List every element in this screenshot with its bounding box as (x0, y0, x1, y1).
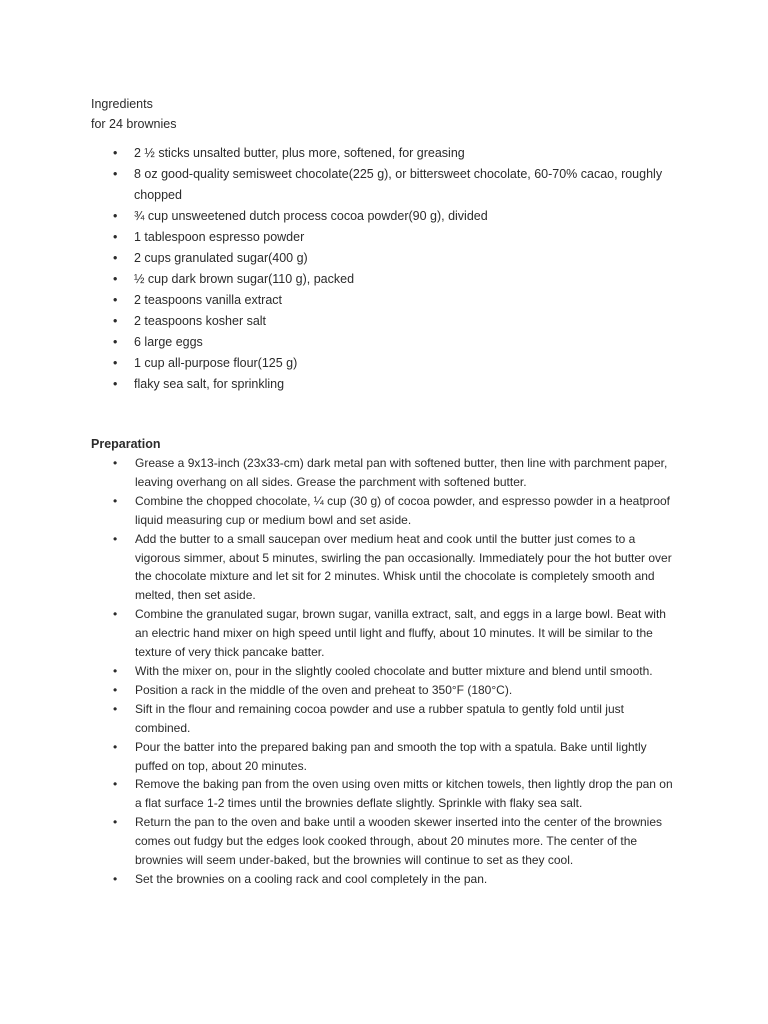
preparation-heading: Preparation (91, 437, 161, 451)
preparation-step: • With the mixer on, pour in the slightly cooled chocolate and butter mixture and blend until smooth. (91, 662, 681, 681)
ingredients-subheading: for 24 brownies (91, 117, 177, 131)
ingredient-item: • flaky sea salt, for sprinkling (91, 374, 691, 395)
ingredient-item: • ½ cup dark brown sugar(110 g), packed (91, 269, 691, 290)
preparation-step: • Position a rack in the middle of the oven and preheat to 350°F (180°C). (91, 681, 681, 700)
ingredient-item: • 2 cups granulated sugar(400 g) (91, 248, 691, 269)
ingredient-item: • ¾ cup unsweetened dutch process cocoa powder(90 g), divided (91, 206, 691, 227)
preparation-step: • Grease a 9x13-inch (23x33-cm) dark metal pan with softened butter, then line with parchment paper, leaving overhang on all sides. Grease the parchment with softened butter. (91, 454, 681, 492)
ingredient-item: • 1 cup all-purpose flour(125 g) (91, 353, 691, 374)
ingredients-heading: Ingredients (91, 97, 153, 111)
ingredient-item: • 2 teaspoons kosher salt (91, 311, 691, 332)
ingredients-list (91, 143, 691, 395)
preparation-step: • Set the brownies on a cooling rack and cool completely in the pan. (91, 870, 681, 889)
preparation-step: • Add the butter to a small saucepan over medium heat and cook until the butter just comes to a vigorous simmer, about 5 minutes, swirling the pan occasionally. Immediately pour the hot butter over the chocolate mixture and let sit for 2 minutes. Whisk until the chocolate is completely smooth and melted, then set aside. (91, 530, 681, 606)
ingredient-item: • 2 ½ sticks unsalted butter, plus more, softened, for greasing (91, 143, 691, 164)
preparation-step: • Remove the baking pan from the oven using oven mitts or kitchen towels, then lightly drop the pan on a flat surface 1-2 times until the brownies deflate slightly. Sprinkle with flaky sea salt. (91, 775, 681, 813)
preparation-step: • Return the pan to the oven and bake until a wooden skewer inserted into the center of the brownies comes out fudgy but the edges look cooked through, about 20 minutes more. The center of the brownies will seem under-baked, but the brownies will continue to set as they cool. (91, 813, 681, 870)
preparation-steps-list (91, 454, 681, 889)
preparation-step: • Combine the chopped chocolate, ¼ cup (30 g) of cocoa powder, and espresso powder in a heatproof liquid measuring cup or medium bowl and set aside. (91, 492, 681, 530)
preparation-step: • Combine the granulated sugar, brown sugar, vanilla extract, salt, and eggs in a large bowl. Beat with an electric hand mixer on high speed until light and fluffy, about 10 minutes. It will be similar to the texture of very thick pancake batter. (91, 605, 681, 662)
preparation-step: • Pour the batter into the prepared baking pan and smooth the top with a spatula. Bake until lightly puffed on top, about 20 minutes. (91, 738, 681, 776)
preparation-step: • Sift in the flour and remaining cocoa powder and use a rubber spatula to gently fold until just combined. (91, 700, 681, 738)
ingredient-item: • 1 tablespoon espresso powder (91, 227, 691, 248)
ingredient-item: • 8 oz good-quality semisweet chocolate(225 g), or bittersweet chocolate, 60-70% cacao, roughly chopped (91, 164, 691, 206)
ingredient-item: • 6 large eggs (91, 332, 691, 353)
ingredient-item: • 2 teaspoons vanilla extract (91, 290, 691, 311)
